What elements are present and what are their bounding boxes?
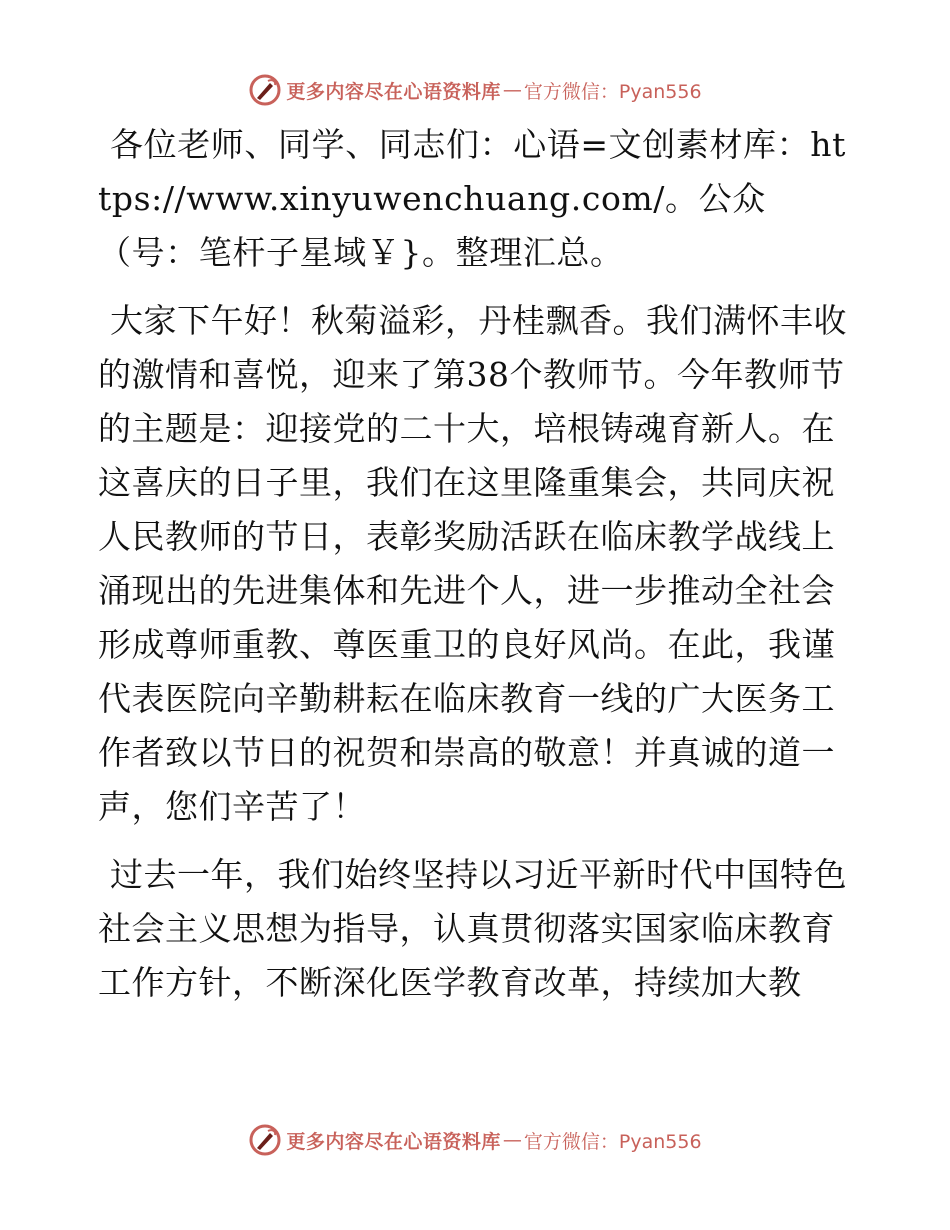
banner-title: 更多内容尽在心语资料库 [286,80,501,103]
quill-circle-icon [248,73,282,107]
paragraph: 各位老师、同学、同志们：心语=文创素材库：https://www.xinyuwenchuang.com/。公众（号：笔杆子星域￥}。整理汇总。 [98,125,846,272]
banner-wechat: 官方微信：Pyan556 [523,80,702,103]
banner-separator: — [502,79,522,101]
banner-title: 更多内容尽在心语资料库 [286,1130,501,1153]
quill-circle-icon [248,1123,282,1157]
paragraph: 过去一年，我们始终坚持以习近平新时代中国特色社会主义思想为指导，认真贯彻落实国家临床教育工作方针，不断深化医学教育改革，持续加大教 [98,855,847,1002]
banner-separator: — [502,1129,522,1151]
header-banner [0,70,950,110]
document-body [98,118,850,1024]
footer-banner [0,1120,950,1160]
banner-wechat: 官方微信：Pyan556 [523,1130,702,1153]
paragraph: 大家下午好！秋菊溢彩，丹桂飘香。我们满怀丰收的激情和喜悦，迎来了第38个教师节。今年教师节的主题是：迎接党的二十大，培根铸魂育新人。在这喜庆的日子里，我们在这里隆重集会，共同庆祝人民教师的节日，表彰奖励活跃在临床教学战线上涌现出的先进集体和先进个人，进一步推动全社会形成尊师重教、尊医重卫的良好风尚。在此，我谨代表医院向辛勤耕耘在临床教育一线的广大医务工作者致以节日的祝贺和崇高的敬意！并真诚的道一声，您们辛苦了！ [98,301,847,826]
